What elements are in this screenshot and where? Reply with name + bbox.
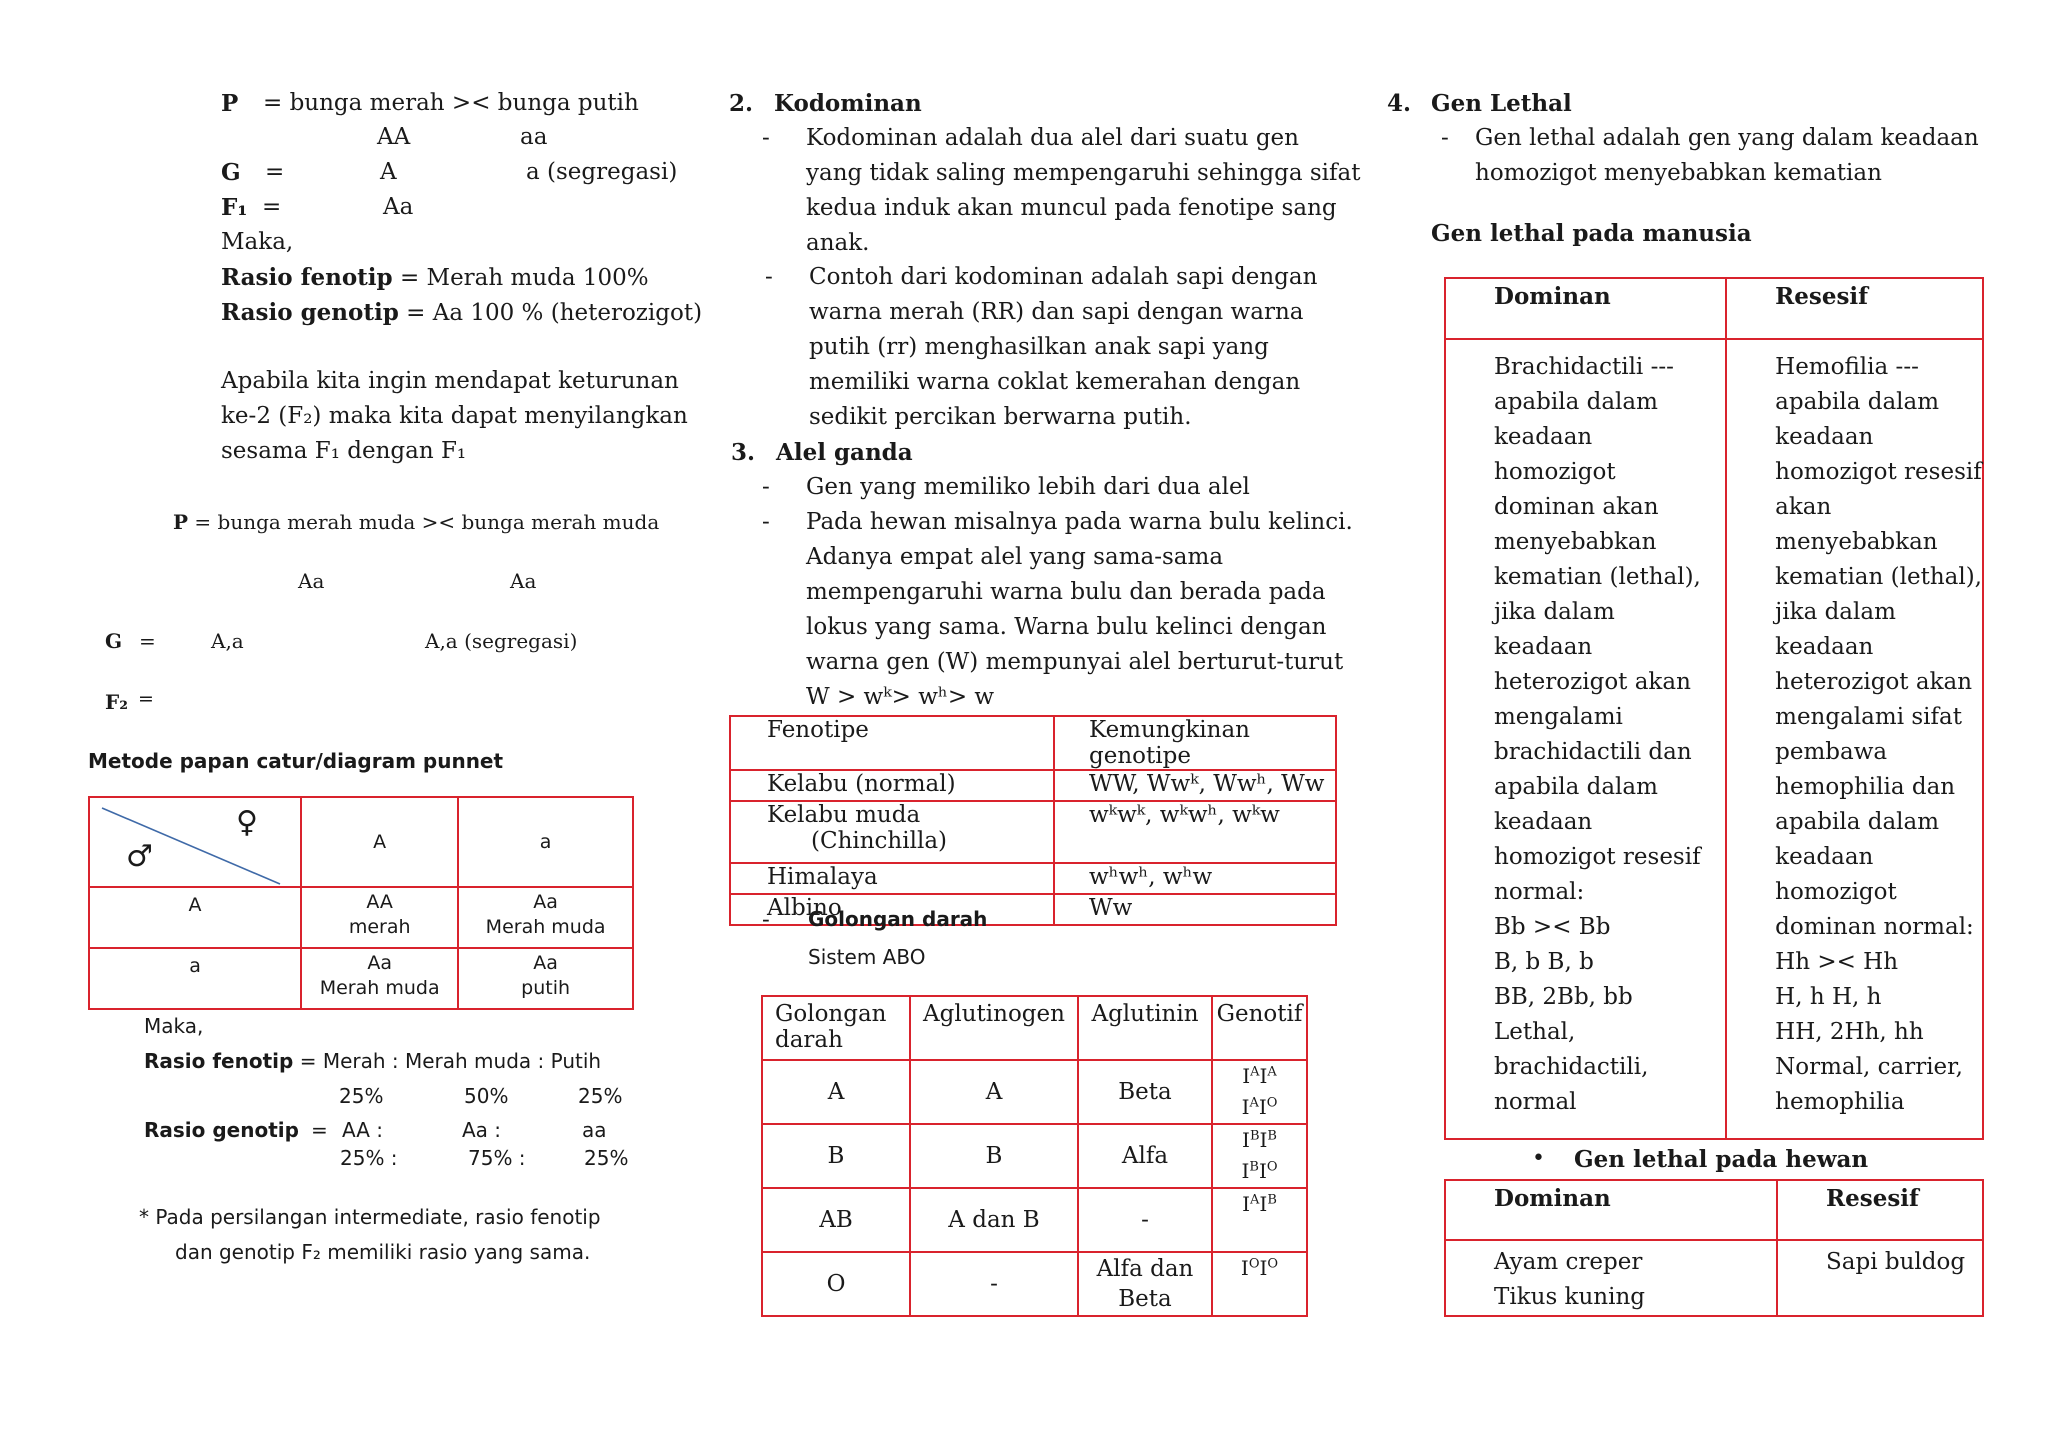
gamete-A: A	[380, 159, 397, 185]
g2-eq: =	[139, 629, 156, 653]
genotype-cell: $I^BI^B$ $I^BI^O$	[1212, 1124, 1307, 1188]
table-cell: wᵏwᵏ, wᵏwʰ, wᵏw	[1054, 801, 1336, 863]
cell-line: Lethal,	[1494, 1019, 1576, 1045]
section-title-metode: Metode papan catur/diagram punnet	[88, 749, 504, 773]
percent-value: 50%	[464, 1084, 509, 1108]
bullet-dash: -	[762, 907, 770, 933]
cell-line: apabila dalam	[1775, 389, 1940, 415]
table-cell: Alfa	[1078, 1124, 1212, 1188]
table-cell: WW, Wwᵏ, Wwʰ, Ww	[1054, 770, 1336, 801]
genotype-value: Aa :	[462, 1118, 502, 1142]
genotype-cell: $I^AI^A$ $I^AI^O$	[1212, 1060, 1307, 1124]
percent-value: 25%	[578, 1084, 623, 1108]
text-line: sedikit percikan berwarna putih.	[809, 404, 1192, 430]
cell-line: apabila dalam	[1494, 774, 1658, 800]
maka-text: Maka,	[221, 229, 294, 255]
cell-line: kematian (lethal),	[1494, 564, 1701, 590]
percent-value: 25% :	[340, 1146, 398, 1170]
text-line: putih (rr) menghasilkan anak sapi yang	[809, 334, 1269, 360]
table-cell: A	[762, 1060, 910, 1124]
table-header: Resesif	[1726, 278, 1983, 339]
percent-value: 25%	[584, 1146, 629, 1170]
bullet-dash: -	[762, 474, 770, 500]
cell-line: heterozigot akan	[1775, 669, 1973, 695]
genotype-cell: $I^OI^O$	[1212, 1252, 1307, 1316]
table-cell: B	[910, 1124, 1078, 1188]
resesif-cell	[1726, 339, 1983, 1139]
gamete-a: a (segregasi)	[526, 159, 678, 185]
cell-line: keadaan	[1494, 424, 1593, 450]
cell-line: apabila dalam	[1494, 389, 1658, 415]
table-cell: wʰwʰ, wʰw	[1054, 863, 1336, 894]
g-eq: =	[265, 159, 285, 185]
bullet-dash: -	[765, 264, 773, 290]
section-number: 4.	[1387, 90, 1412, 117]
text-line: mempengaruhi warna bulu dan berada pada	[806, 579, 1326, 605]
cell-line: B, b B, b	[1494, 949, 1594, 975]
cell-line: Brachidactili ---	[1494, 354, 1674, 380]
gamete-Aa-segregasi: A,a (segregasi)	[425, 629, 578, 653]
cell-line: homozigot	[1494, 459, 1616, 485]
cell-line: HH, 2Hh, hh	[1775, 1019, 1924, 1045]
section-number: 2.	[729, 90, 754, 117]
genotype-AA: AA	[377, 124, 411, 150]
cell-line: jika dalam	[1494, 599, 1615, 625]
punnet-header-A: A	[301, 797, 458, 887]
cell-line: keadaan	[1775, 634, 1874, 660]
lethal-hewan-table	[1444, 1179, 1984, 1317]
cell-line: hemophilia	[1775, 1089, 1905, 1115]
table-cell: Albino	[730, 894, 1054, 925]
ratio-genotip-value: = Aa 100 % (heterozigot)	[406, 300, 703, 326]
cell-line: kematian (lethal),	[1775, 564, 1982, 590]
cell-genotype: Aa	[533, 891, 558, 913]
p-label: P	[221, 90, 239, 117]
cell-line: hemophilia dan	[1775, 774, 1956, 800]
punnet-cell	[301, 887, 458, 948]
gamete-Aa: A,a	[211, 629, 244, 653]
table-header: Kemungkinan genotipe	[1054, 716, 1336, 770]
cell-line: jika dalam	[1775, 599, 1896, 625]
cell-line: brachidactili,	[1494, 1054, 1649, 1080]
cell-line: akan	[1775, 494, 1832, 520]
header-line: darah	[775, 1027, 843, 1053]
cell-line: menyebabkan	[1775, 529, 1938, 555]
cell-phenotype: putih	[521, 977, 571, 999]
lethal-manusia-table	[1444, 277, 1984, 1140]
dominan-cell	[1445, 339, 1726, 1139]
text-line: Gen yang memiliko lebih dari dua alel	[806, 474, 1250, 500]
cell-line: normal:	[1494, 879, 1585, 905]
cell-line: Bb >< Bb	[1494, 914, 1611, 940]
bullet-icon: •	[1532, 1146, 1545, 1171]
cell-line: normal	[1494, 1089, 1577, 1115]
bullet-dash: -	[762, 509, 770, 535]
cell-line: menyebabkan	[1494, 529, 1657, 555]
table-header: Dominan	[1445, 1180, 1777, 1240]
cell-line: pembawa	[1775, 739, 1888, 765]
text-line: Contoh dari kodominan adalah sapi dengan	[809, 264, 1318, 290]
section-title-golongan-darah: Golongan darah	[808, 907, 988, 931]
subtitle-sistem-abo: Sistem ABO	[808, 945, 926, 969]
percent-value: 75% :	[468, 1146, 526, 1170]
paragraph-line: Apabila kita ingin mendapat keturunan	[221, 368, 679, 394]
table-cell: A	[910, 1060, 1078, 1124]
table-cell: Himalaya	[730, 863, 1054, 894]
male-icon: ♂	[126, 839, 153, 874]
section-title-gen-lethal: Gen Lethal	[1431, 90, 1572, 117]
f2-eq: =	[138, 688, 154, 710]
cell-line: mengalami	[1494, 704, 1623, 730]
text-line: kedua induk akan muncul pada fenotipe sang	[806, 195, 1337, 221]
cell-line: apabila dalam	[1775, 809, 1940, 835]
cell-line: heterozigot akan	[1494, 669, 1691, 695]
female-icon: ♀	[236, 805, 258, 840]
genotype-value: aa	[582, 1118, 607, 1142]
p2-cross-text: = bunga merah muda >< bunga merah muda	[194, 510, 660, 534]
cell-line: (Chinchilla)	[811, 828, 948, 854]
f1-label: F₁	[221, 194, 248, 221]
table-cell: AB	[762, 1188, 910, 1252]
cell-line: Tikus kuning	[1494, 1284, 1646, 1310]
cell-genotype: AA	[366, 891, 393, 913]
percent-value: 25%	[339, 1084, 384, 1108]
punnet-row-label-a: a	[89, 948, 301, 1009]
table-cell: A dan B	[910, 1188, 1078, 1252]
header-line: Golongan	[775, 1001, 887, 1027]
cell-line: homozigot	[1775, 879, 1897, 905]
cell-phenotype: Merah muda	[319, 977, 440, 999]
cell-line: Alfa dan	[1096, 1256, 1194, 1282]
table-cell: Beta	[1078, 1060, 1212, 1124]
table-cell	[1445, 1240, 1777, 1316]
f1-eq: =	[262, 194, 282, 220]
table-cell: B	[762, 1124, 910, 1188]
table-cell	[1777, 1240, 1983, 1316]
p-cross-text: = bunga merah >< bunga putih	[263, 90, 639, 116]
genotype-cell: $I^AI^B$	[1212, 1188, 1307, 1252]
table-cell: -	[1078, 1188, 1212, 1252]
punnet-row-label-A: A	[89, 887, 301, 948]
bullet-dash: -	[1441, 125, 1449, 151]
cell-line: Hh >< Hh	[1775, 949, 1899, 975]
ratio-genotip-label: Rasio genotip	[221, 299, 399, 326]
ratio-fenotip-label: Rasio fenotip	[221, 264, 393, 291]
table-header: Dominan	[1445, 278, 1726, 339]
text-line: anak.	[806, 230, 870, 256]
g-label: G	[221, 159, 241, 186]
text-line: homozigot menyebabkan kematian	[1475, 160, 1882, 186]
table-header: Aglutinogen	[910, 996, 1078, 1060]
cell-line: Ayam creper	[1494, 1249, 1643, 1275]
cell-line: dominan akan	[1494, 494, 1659, 520]
text-line: Gen lethal adalah gen yang dalam keadaan	[1475, 125, 1979, 151]
punnet-square	[88, 796, 634, 1010]
table-header: Resesif	[1777, 1180, 1983, 1240]
cell-line: keadaan	[1494, 634, 1593, 660]
ratio-fenotip-value: = Merah : Merah muda : Putih	[299, 1049, 602, 1073]
cell-line: brachidactili dan	[1494, 739, 1692, 765]
table-cell	[1078, 1252, 1212, 1316]
genotype-aa: aa	[520, 124, 548, 150]
note-line: dan genotip F₂ memiliki rasio yang sama.	[175, 1240, 591, 1264]
punnet-header-a: a	[458, 797, 633, 887]
text-line: Pada hewan misalnya pada warna bulu kelinci.	[806, 509, 1353, 535]
text-line: Adanya empat alel yang sama-sama	[806, 544, 1224, 570]
cell-genotype: Aa	[367, 952, 392, 974]
section-title-alel-ganda: Alel ganda	[776, 439, 913, 466]
cell-line: dominan normal:	[1775, 914, 1974, 940]
cell-line: keadaan	[1775, 844, 1874, 870]
cell-line: Normal, carrier,	[1775, 1054, 1963, 1080]
cell-phenotype: merah	[348, 916, 411, 938]
text-line: warna gen (W) mempunyai alel berturut-turut	[806, 649, 1344, 675]
cell-line: H, h H, h	[1775, 984, 1882, 1010]
punnet-cell	[458, 887, 633, 948]
punnet-cell	[301, 948, 458, 1009]
cell-line: homozigot resesif	[1494, 844, 1701, 870]
table-header: Aglutinin	[1078, 996, 1212, 1060]
fenotipe-table	[729, 715, 1337, 926]
table-cell: -	[910, 1252, 1078, 1316]
resesif-text	[1775, 350, 1982, 1120]
punnet-cell	[458, 948, 633, 1009]
cell-genotype: Aa	[533, 952, 558, 974]
maka-text: Maka,	[144, 1014, 204, 1038]
table-cell: O	[762, 1252, 910, 1316]
cell-line: keadaan	[1775, 424, 1874, 450]
cell-line: Sapi buldog	[1826, 1249, 1966, 1275]
f1-Aa: Aa	[383, 194, 414, 220]
table-cell: Kelabu (normal)	[730, 770, 1054, 801]
cell-line: Beta	[1118, 1286, 1172, 1312]
paragraph-line: ke-2 (F₂) maka kita dapat menyilangkan	[221, 403, 688, 429]
dominan-text	[1494, 350, 1725, 1120]
section-title-kodominan: Kodominan	[774, 90, 922, 117]
cell-line: keadaan	[1494, 809, 1593, 835]
abo-table	[761, 995, 1308, 1317]
genotype-value: AA :	[342, 1118, 384, 1142]
f2-label: F₂	[105, 690, 128, 714]
text-line: warna merah (RR) dan sapi dengan warna	[809, 299, 1304, 325]
ratio-genotip-eq: =	[311, 1118, 328, 1142]
table-header: Fenotipe	[730, 716, 1054, 770]
subsection-title-manusia: Gen lethal pada manusia	[1431, 220, 1752, 247]
text-line: yang tidak saling mempengaruhi sehingga sifat	[806, 160, 1361, 186]
g2-label: G	[105, 629, 123, 653]
table-cell	[730, 801, 1054, 863]
ratio-fenotip-label: Rasio fenotip	[144, 1049, 294, 1073]
text-line: lokus yang sama. Warna bulu kelinci dengan	[806, 614, 1327, 640]
subsection-title-hewan: Gen lethal pada hewan	[1574, 1146, 1869, 1173]
note-line: * Pada persilangan intermediate, rasio fenotip	[139, 1205, 601, 1229]
paragraph-line: sesama F₁ dengan F₁	[221, 438, 467, 464]
ratio-fenotip-value: = Merah muda 100%	[399, 265, 649, 291]
allele-order: W > wᵏ> wʰ> w	[806, 684, 995, 710]
genotype-Aa: Aa	[298, 569, 325, 593]
cell-line: BB, 2Bb, bb	[1494, 984, 1633, 1010]
text-line: Kodominan adalah dua alel dari suatu gen	[806, 125, 1299, 151]
cell-line: Kelabu muda	[767, 802, 921, 828]
ratio-genotip-label: Rasio genotip	[144, 1118, 299, 1142]
table-cell: Ww	[1054, 894, 1336, 925]
p2-label: P	[173, 510, 189, 534]
genotype-Aa: Aa	[510, 569, 537, 593]
section-number: 3.	[731, 439, 756, 466]
table-header: Genotif	[1212, 996, 1307, 1060]
table-header	[762, 996, 910, 1060]
text-line: memiliki warna coklat kemerahan dengan	[809, 369, 1301, 395]
cell-line: Hemofilia ---	[1775, 354, 1919, 380]
diagonal-line	[90, 798, 304, 888]
cell-phenotype: Merah muda	[485, 916, 606, 938]
cell-line: mengalami sifat	[1775, 704, 1962, 730]
cell-line: homozigot resesif	[1775, 459, 1982, 485]
bullet-dash: -	[762, 125, 770, 151]
punnet-corner-cell	[89, 797, 301, 887]
